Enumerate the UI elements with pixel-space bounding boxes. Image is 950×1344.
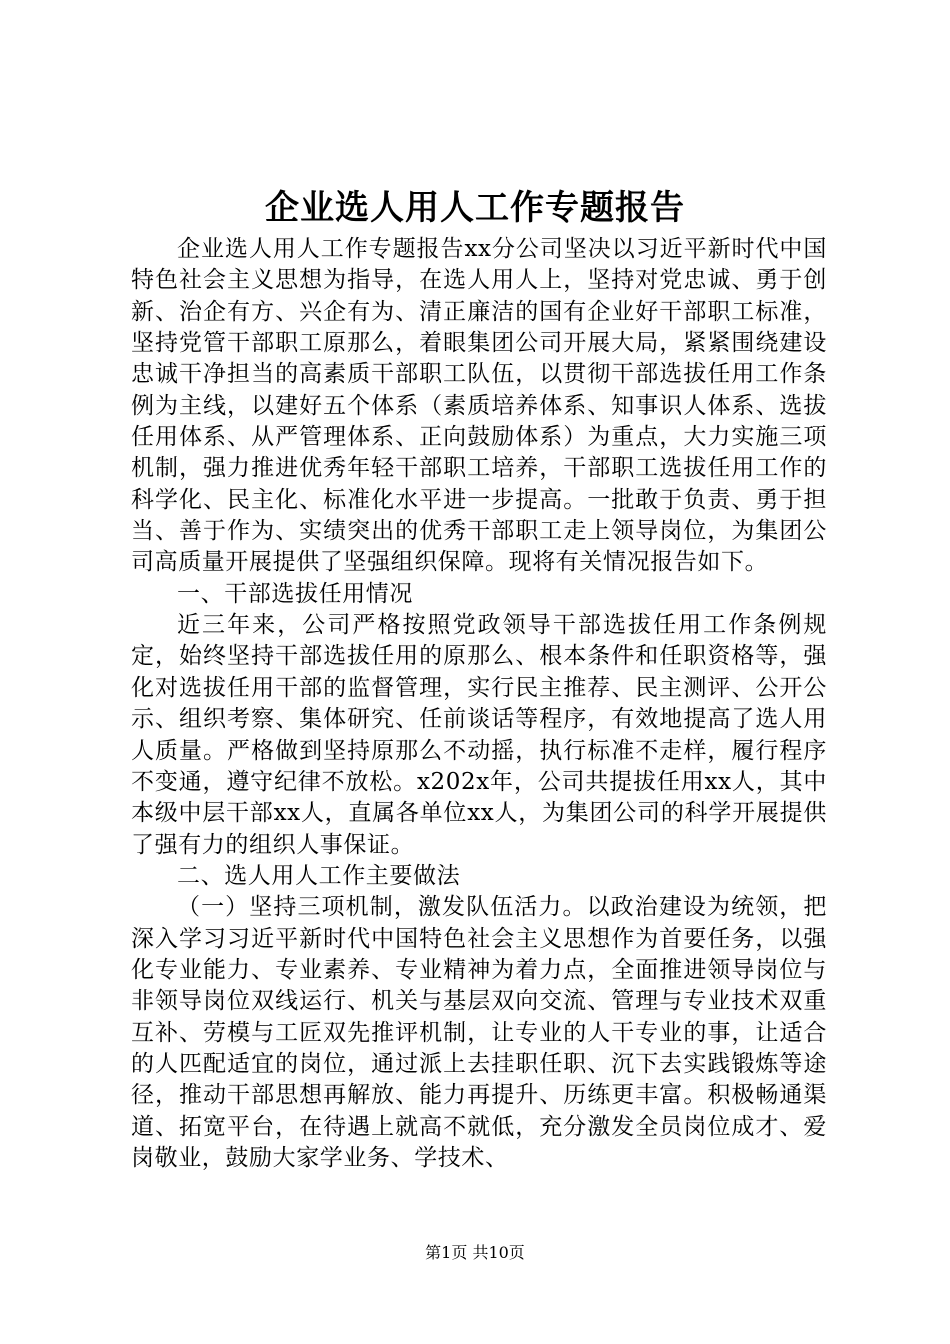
document-title: 企业选人用人工作专题报告 [265, 188, 685, 228]
body-paragraph: （一）坚持三项机制，激发队伍活力。以政治建设为统领，把深入学习习近平新时代中国特色社会主义思想作为首要任务，以强化专业能力、专业素养、专业精神为着力点，全面推进领导岗位与非领导岗位双线运行、机关与基层双向交流、管理与专业技术双重互补、劳模与工匠双先推评机制，让专业的人干专业的事，让适合的人匹配适宜的岗位，通过派上去挂职任职、沉下去实践锻炼等途径，推动干部思想再解放、能力再提升、历练更丰富。积极畅通渠道、拓宽平台，在待遇上就高不就低，充分激发全员岗位成才、爱岗敬业，鼓励大家学业务、学技术、 [131, 894, 827, 1171]
body-paragraph: 近三年来，公司严格按照党政领导干部选拔任用工作条例规定，始终坚持干部选拔任用的原那么、根本条件和任职资格等，强化对选拔任用干部的监督管理，实行民主推荐、民主测评、公开公示、组织考察、集体研究、任前谈话等程序，有效地提高了选人用人质量。严格做到坚持原那么不动摇，执行标准不走样，履行程序不变通，遵守纪律不放松。x202x年，公司共提拔任用xx人，其中本级中层干部xx人，直属各单位xx人，为集团公司的科学开展提供了强有力的组织人事保证。 [131, 612, 827, 858]
page-footer: 第1页 共10页 [425, 1243, 525, 1262]
body-paragraph: 企业选人用人工作专题报告xx分公司坚决以习近平新时代中国特色社会主义思想为指导，在选人用人上，坚持对党忠诚、勇于创新、治企有方、兴企有为、清正廉洁的国有企业好干部职工标准，坚持党管干部职工原那么，着眼集团公司开展大局，紧紧围绕建设忠诚干净担当的高素质干部职工队伍，以贯彻干部选拔任用工作条例为主线，以建好五个体系（素质培养体系、知事识人体系、选拔任用体系、从严管理体系、正向鼓励体系）为重点，大力实施三项机制，强力推进优秀年轻干部职工培养，干部职工选拔任用工作的科学化、民主化、标准化水平进一步提高。一批敢于负责、勇于担当、善于作为、实绩突出的优秀干部职工走上领导岗位，为集团公司高质量开展提供了坚强组织保障。现将有关情况报告如下。 [131, 236, 827, 576]
document-body [131, 234, 827, 1174]
section-heading: 一、干部选拔任用情况 [177, 580, 413, 607]
section-heading: 二、选人用人工作主要做法 [177, 862, 461, 889]
